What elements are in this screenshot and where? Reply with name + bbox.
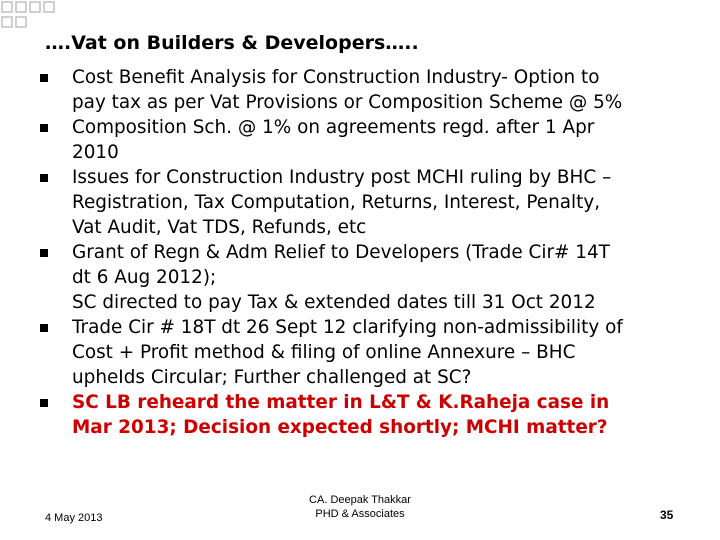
bullet-line: Cost Benefit Analysis for Construction Industry- Option to xyxy=(72,67,600,88)
bullet-line: SC directed to pay Tax & extended dates till 31 Oct 2012 xyxy=(72,292,596,313)
bullet-item-composition xyxy=(40,115,710,165)
bullet-line: Trade Cir # 18T dt 26 Sept 12 clarifying non-admissibility of xyxy=(72,317,623,338)
square-bullet-icon xyxy=(40,399,48,407)
square-bullet-icon xyxy=(40,124,48,132)
bullet-line: Composition Sch. @ 1% on agreements regd. after 1 Apr xyxy=(72,117,595,138)
bullet-line: Mar 2013; Decision expected shortly; MCHI matter? xyxy=(72,417,608,438)
bullet-line: dt 6 Aug 2012); xyxy=(72,267,217,288)
bullet-line: Grant of Regn & Adm Relief to Developers (Trade Cir# 14T xyxy=(72,242,610,263)
square-bullet-icon xyxy=(40,74,48,82)
bullet-line: Cost + Profit method & filing of online Annexure – BHC xyxy=(72,342,576,363)
footer-author-firm: PHD & Associates xyxy=(315,508,405,520)
footer-date: 4 May 2013 xyxy=(45,512,103,524)
bullet-line: SC LB reheard the matter in L&T & K.Raheja case in xyxy=(72,392,610,413)
bullet-line: Vat Audit, Vat TDS, Refunds, etc xyxy=(72,217,367,238)
bullet-line: Registration, Tax Computation, Returns, Interest, Penalty, xyxy=(72,192,601,213)
page-number: 35 xyxy=(660,508,674,522)
slide-title: ….Vat on Builders & Developers….. xyxy=(45,32,419,54)
square-bullet-icon xyxy=(40,249,48,257)
footer-author xyxy=(270,493,450,521)
bullet-line: 2010 xyxy=(72,142,119,163)
bullet-line: upheIds Circular; Further challenged at SC? xyxy=(72,367,472,388)
bullet-item-trade-cir xyxy=(40,315,710,390)
bullet-line: pay tax as per Vat Provisions or Composition Scheme @ 5% xyxy=(72,92,623,113)
bullet-item-grant-of-regn xyxy=(40,240,710,315)
square-bullet-icon xyxy=(40,174,48,182)
bullet-line: Issues for Construction Industry post MCHI ruling by BHC – xyxy=(72,167,612,188)
bullet-item-cost-benefit xyxy=(40,65,710,115)
footer-author-name: CA. Deepak Thakkar xyxy=(309,494,411,506)
square-bullet-icon xyxy=(40,324,48,332)
bullet-item-issues xyxy=(40,165,710,240)
bullet-item-sc-lb-reheard xyxy=(40,390,710,440)
bullet-list xyxy=(40,65,710,440)
corner-squares-decoration xyxy=(0,0,60,32)
